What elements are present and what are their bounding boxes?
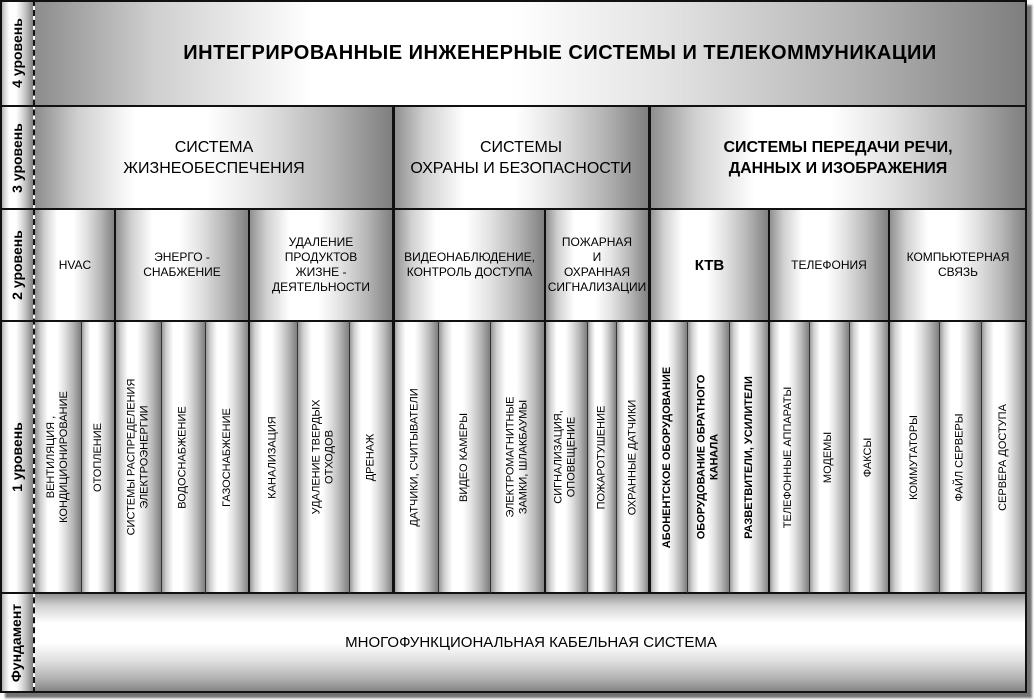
level1-solid-waste: УДАЛЕНИЕ ТВЕРДЫХ ОТХОДОВ <box>310 399 335 515</box>
foundation-label: Фундамент <box>8 603 25 683</box>
level3-life-support-label: СИСТЕМА ЖИЗНЕОБЕСПЕЧЕНИЯ <box>123 138 305 177</box>
level1-sewerage: КАНАЛИЗАЦИЯ <box>266 415 279 499</box>
level1-access-servers: СЕРВЕРА ДОСТУПА <box>996 403 1009 511</box>
level1-switches: КОММУТАТОРЫ <box>907 414 920 500</box>
level1-water: ВОДОСНАБЖЕНИЕ <box>176 405 189 509</box>
level1-locks: ЭЛЕКТРОМАГНИТНЫЕ ЗАМКИ, ШЛАКБАУМЫ <box>504 396 530 518</box>
level2-video-label: ВИДЕОНАБЛЮДЕНИЕ, КОНТРОЛЬ ДОСТУПА <box>404 250 535 279</box>
foundation-label-text: МНОГОФУНКЦИОНАЛЬНАЯ КАБЕЛЬНАЯ СИСТЕМА <box>345 634 717 651</box>
level2-telephony-label: ТЕЛЕФОНИЯ <box>791 257 867 272</box>
divider <box>0 691 1027 693</box>
level1-splitters: РАЗВЕТВИТЕЛИ, УСИЛИТЕЛИ <box>742 375 755 539</box>
level1-fire-extinguishing: ПОЖАРОТУШЕНИЕ <box>595 405 607 509</box>
level1-cameras: ВИДЕО КАМЕРЫ <box>457 412 470 502</box>
level2-energy-label: ЭНЕРГО - СНАБЖЕНИЕ <box>143 250 221 279</box>
level1-heating: ОТОПЛЕНИЕ <box>91 422 104 492</box>
level2-fire-label: ПОЖАРНАЯ И ОХРАННАЯ СИГНАЛИЗАЦИИ <box>547 235 647 294</box>
level-1-label: 1 уровень <box>8 422 25 492</box>
level1-security-sensors: ОХРАННЫЕ ДАТЧИКИ <box>626 399 638 515</box>
page-title: ИНТЕГРИРОВАННЫЕ ИНЖЕНЕРНЫЕ СИСТЕМЫ И ТЕЛЕКОММУНИКАЦИИ <box>183 41 937 64</box>
divider <box>1025 0 1027 693</box>
level1-gas: ГАЗОСНАБЖЕНИЕ <box>220 407 233 507</box>
level1-return-channel: ОБОРУДОВАНИЕ ОБРАТНОГО КАНАЛА <box>695 374 721 540</box>
level3-security-label: СИСТЕМЫ ОХРАНЫ И БЕЗОПАСНОСТИ <box>410 138 632 177</box>
level2-computer-label: КОМПЬЮТЕРНАЯ СВЯЗЬ <box>906 250 1010 279</box>
level1-file-servers: ФАЙЛ СЕРВЕРЫ <box>953 412 966 502</box>
level2-ktv-label: КТВ <box>694 256 725 274</box>
level1-sensors: ДАТЧИКИ, СЧИТЫВАТЕЛИ <box>409 387 421 527</box>
level1-drainage: ДРЕНАЖ <box>364 433 377 481</box>
level-4-label: 4 уровень <box>8 18 25 88</box>
level2-hvac-label: HVAC <box>58 257 92 272</box>
level1-modems: МОДЕМЫ <box>822 431 835 483</box>
level1-ventilation: ВЕНТИЛЯЦИЯ , КОНДИЦИОНИРОВАНИЕ <box>45 391 70 523</box>
level2-waste-label: УДАЛЕНИЕ ПРОДУКТОВ ЖИЗНЕ - ДЕЯТЕЛЬНОСТИ <box>271 235 371 294</box>
level1-faxes: ФАКСЫ <box>862 437 875 477</box>
level1-power-distribution: СИСТЕМЫ РАСПРЕДЕЛЕНИЯ ЭЛЕКТРОЭНЕРГИИ <box>125 378 150 536</box>
level-2-label: 2 уровень <box>8 230 25 300</box>
level-3-label: 3 уровень <box>8 122 25 193</box>
level1-phones: ТЕЛЕФОННЫЕ АППАРАТЫ <box>782 386 795 528</box>
level1-signaling: СИГНАЛИЗАЦИЯ, ОПОВЕЩЕНИЕ <box>553 410 579 504</box>
level1-subscriber-equipment: АБОНЕНТСКОЕ ОБОРУДОВАНИЕ <box>661 366 674 548</box>
level3-transmission-label: СИСТЕМЫ ПЕРЕДАЧИ РЕЧИ, ДАННЫХ И ИЗОБРАЖЕНИЯ <box>723 138 953 177</box>
